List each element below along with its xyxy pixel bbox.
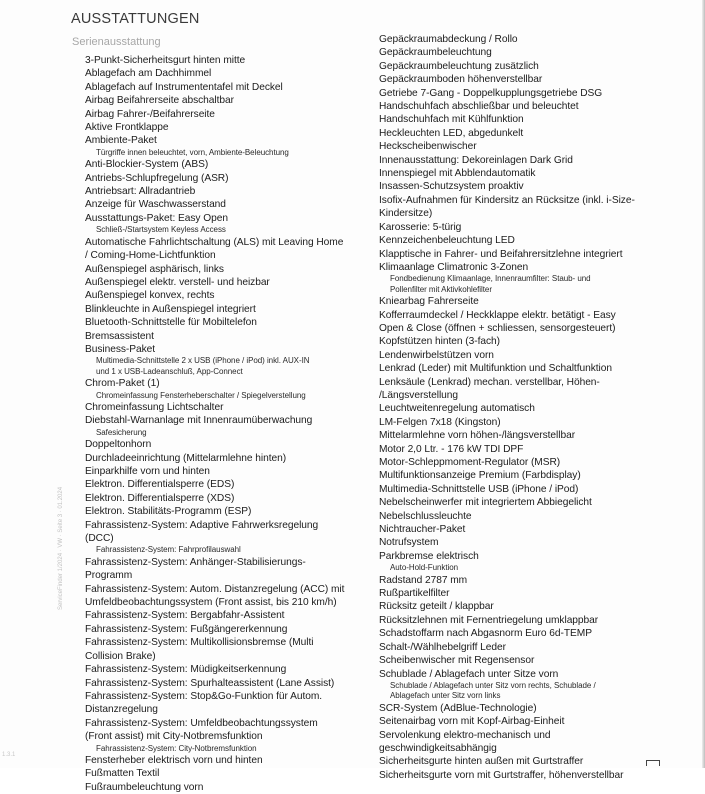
equipment-item: Schadstoffarm nach Abgasnorm Euro 6d-TEMP <box>379 628 592 640</box>
equipment-subitem: Fahrassistenz-System: City-Notbremsfunktion <box>96 743 257 753</box>
equipment-subitem: Ablagefach unter Sitz vorn links <box>390 691 501 701</box>
equipment-item: Kindersitze) <box>379 208 433 220</box>
equipment-item: Isofix-Aufnahmen für Kindersitz an Rücksitze (inkl. i-Size- <box>379 194 635 206</box>
equipment-item: Schublade / Ablagefach unter Sitze vorn <box>379 668 559 680</box>
equipment-item: Ambiente-Paket <box>85 135 157 147</box>
equipment-item: Gepäckraumbeleuchtung <box>379 47 492 59</box>
equipment-item: Scheibenwischer mit Regensensor <box>379 655 535 667</box>
equipment-item: Fahrassistenz-System: Multikollisionsbremse (Multi <box>85 637 314 649</box>
equipment-item: Außenspiegel asphärisch, links <box>85 263 224 275</box>
equipment-item: Doppeltonhorn <box>85 439 152 451</box>
equipment-item: Schalt-/Wählhebelgriff Leder <box>379 641 506 653</box>
equipment-item: Ablagefach auf Instrumententafel mit Deckel <box>85 81 283 93</box>
equipment-item: Rücksitz geteilt / klappbar <box>379 601 494 613</box>
equipment-item: Elektron. Differentialsperre (XDS) <box>85 492 235 504</box>
equipment-subitem: Fahrassistenz-System: Fahrprofilauswahl <box>96 545 241 555</box>
equipment-item: Heckleuchten LED, abgedunkelt <box>379 127 524 139</box>
equipment-item: Innenspiegel mit Abblendautomatik <box>379 168 536 180</box>
equipment-item: Innenausstattung: Dekoreinlagen Dark Grid <box>379 154 573 166</box>
section-subtitle: Serienausstattung <box>72 36 161 48</box>
equipment-item: Airbag Beifahrerseite abschaltbar <box>85 95 234 107</box>
page-title: AUSSTATTUNGEN <box>71 11 200 27</box>
equipment-subitem: Fondbedienung Klimaanlage, Innenraumfilter: Staub- und <box>390 274 591 284</box>
equipment-item: Multifunktionsanzeige Premium (Farbdisplay) <box>379 470 581 482</box>
equipment-item: Kennzeichenbeleuchtung LED <box>379 235 515 247</box>
equipment-subitem: Safesicherung <box>96 427 147 437</box>
equipment-item: geschwindigkeitsabhängig <box>379 742 497 754</box>
equipment-item: Airbag Fahrer-/Beifahrerseite <box>85 108 215 120</box>
equipment-item: Gepäckraumabdeckung / Rollo <box>379 34 518 45</box>
equipment-item: Umfeldbeobachtungssystem (Front assist, bis 210 km/h) <box>85 597 337 609</box>
equipment-item: Chrom-Paket (1) <box>85 378 160 390</box>
equipment-item: Gepäckraumboden höhenverstellbar <box>379 74 543 86</box>
equipment-item: Kniearbag Fahrerseite <box>379 296 479 308</box>
equipment-item: Klimaanlage Climatronic 3-Zonen <box>379 261 529 273</box>
equipment-item: Collision Brake) <box>85 650 156 662</box>
equipment-item: Klapptische in Fahrer- und Beifahrersitzlehne integriert <box>379 248 623 260</box>
equipment-item: Ausstattungs-Paket: Easy Open <box>85 212 228 224</box>
equipment-item: Multimedia-Schnittstelle USB (iPhone / iPod) <box>379 483 579 495</box>
equipment-item: Lenksäule (Lenkrad) mechan. verstellbar, Höhen- <box>379 376 600 388</box>
equipment-item: Mittelarmlehne vorn höhen-/längsverstellbar <box>379 430 576 442</box>
equipment-item: Anti-Blockier-System (ABS) <box>85 159 209 171</box>
equipment-item: Antriebs-Schlupfregelung (ASR) <box>85 172 229 184</box>
equipment-list-left <box>85 54 370 794</box>
equipment-item: Fahrassistenz-System: Fußgängererkennung <box>85 623 288 635</box>
equipment-item: / Coming-Home-Lichtfunktion <box>85 250 216 262</box>
equipment-item: Automatische Fahrlichtschaltung (ALS) mit Leaving Home <box>85 236 344 248</box>
equipment-item: Open & Close (öffnen + schliessen, sensorgesteuert) <box>379 322 616 334</box>
equipment-item: Rücksitzlehnen mit Fernentriegelung umklappbar <box>379 614 599 626</box>
equipment-subitem: Schließ-/Startsystem Keyless Access <box>96 225 226 235</box>
equipment-item: Bremsassistent <box>85 330 154 342</box>
equipment-item: Einparkhilfe vorn und hinten <box>85 466 210 477</box>
equipment-item: Fahrassistenz-System: Umfeldbeobachtungssystem <box>85 717 318 729</box>
equipment-item: Programm <box>85 570 133 582</box>
equipment-item: Nichtraucher-Paket <box>379 524 466 536</box>
equipment-item: Antriebsart: Allradantrieb <box>85 186 196 198</box>
equipment-item: Kofferraumdeckel / Heckklappe elektr. betätigt - Easy <box>379 309 616 321</box>
equipment-item: Fußraumbeleuchtung vorn <box>85 781 204 793</box>
equipment-item: Kopfstützen hinten (3-fach) <box>379 336 500 348</box>
equipment-item: Getriebe 7-Gang - Doppelkupplungsgetriebe DSG <box>379 87 603 99</box>
equipment-item: Fahrassistenz-System: Anhänger-Stabilisierungs- <box>85 556 306 568</box>
equipment-item: Sicherheitsgurte vorn mit Gurtstraffer, höhenverstellbar <box>379 769 624 781</box>
equipment-item: Elektron. Differentialsperre (EDS) <box>85 479 235 491</box>
equipment-item: Chromeinfassung Lichtschalter <box>85 401 224 413</box>
equipment-item: Sicherheitsgurte hinten außen mit Gurtstraffer <box>379 756 584 768</box>
equipment-item: Leuchtweitenregelung automatisch <box>379 403 535 415</box>
equipment-item: Notrufsystem <box>379 537 439 549</box>
equipment-subitem: Multimedia-Schnittstelle 2 x USB (iPhone / iPod) inkl. AUX-IN <box>96 356 310 366</box>
equipment-item: Fahrassistenz-System: Müdigkeitserkennung <box>85 664 287 676</box>
equipment-item: Bluetooth-Schnittstelle für Mobiltelefon <box>85 317 257 329</box>
equipment-item: Handschuhfach abschließbar und beleuchtet <box>379 101 579 113</box>
equipment-item: Aktive Frontklappe <box>85 122 169 134</box>
equipment-item: Handschuhfach mit Kühlfunktion <box>379 114 524 126</box>
equipment-item: (DCC) <box>85 533 114 545</box>
equipment-subitem: und 1 x USB-Ladeanschluß, App-Connect <box>96 366 243 376</box>
equipment-item: (Front assist) mit City-Notbremsfunktion <box>85 731 263 743</box>
equipment-item: Servolenkung elektro-mechanisch und <box>379 729 551 741</box>
equipment-item: Heckscheibenwischer <box>379 141 477 153</box>
equipment-item: Außenspiegel konvex, rechts <box>85 290 215 302</box>
equipment-item: Karosserie: 5-türig <box>379 221 462 233</box>
equipment-item: Radstand 2787 mm <box>379 574 468 586</box>
equipment-item: Nebelschlussleuchte <box>379 510 472 522</box>
equipment-item: Durchladeeinrichtung (Mittelarmlehne hinten) <box>85 452 287 464</box>
page-marker <box>646 760 660 766</box>
equipment-item: Lenkrad (Leder) mit Multifunktion und Schaltfunktion <box>379 363 612 375</box>
equipment-item: SCR-System (AdBlue-Technologie) <box>379 702 537 714</box>
equipment-item: Seitenairbag vorn mit Kopf-Airbag-Einheit <box>379 716 565 728</box>
equipment-item: 3-Punkt-Sicherheitsgurt hinten mitte <box>85 55 246 66</box>
equipment-item: Fahrassistenz-System: Stop&Go-Funktion für Autom. <box>85 690 323 702</box>
equipment-item: Fahrassistenz-System: Spurhalteassistent (Lane Assist) <box>85 677 335 689</box>
equipment-item: Motor-Schleppmoment-Regulator (MSR) <box>379 457 561 468</box>
equipment-item: Fahrassistenz-System: Autom. Distanzregelung (ACC) mit <box>85 583 345 595</box>
equipment-item: Fensterheber elektrisch vorn und hinten <box>85 754 263 766</box>
equipment-item: Außenspiegel elektr. verstell- und heizbar <box>85 276 270 288</box>
equipment-item: Fahrassistenz-System: Adaptive Fahrwerksregelung <box>85 519 319 531</box>
equipment-item: Ablagefach am Dachhimmel <box>85 68 212 80</box>
equipment-item: Anzeige für Waschwasserstand <box>85 199 226 211</box>
equipment-item: Diebstahl-Warnanlage mit Innenraumüberwachung <box>85 415 313 427</box>
equipment-item: Nebelscheinwerfer mit integriertem Abbiegelicht <box>379 497 592 509</box>
equipment-item: Fußmatten Textil <box>85 768 160 780</box>
equipment-item: Rußpartikelfilter <box>379 588 450 600</box>
equipment-list-right <box>379 33 651 782</box>
equipment-subitem: Auto-Hold-Funktion <box>390 563 459 573</box>
equipment-item: /Längsverstellung <box>379 389 459 401</box>
equipment-subitem: Türgriffe innen beleuchtet, vorn, Ambiente-Beleuchtung <box>96 147 289 157</box>
equipment-item: Elektron. Stabilitäts-Programm (ESP) <box>85 506 252 518</box>
equipment-item: Motor 2,0 Ltr. - 176 kW TDI DPF <box>379 443 524 455</box>
equipment-subitem: Schublade / Ablagefach unter Sitz vorn rechts, Schublade / <box>390 680 596 690</box>
equipment-item: Lendenwirbelstützen vorn <box>379 349 494 361</box>
equipment-item: Parkbremse elektrisch <box>379 550 479 562</box>
equipment-item: Gepäckraumbeleuchtung zusätzlich <box>379 60 539 72</box>
equipment-item: Fahrassistenz-System: Bergabfahr-Assistent <box>85 610 285 622</box>
equipment-subitem: Pollenfilter mit Aktivkohlefilter <box>390 284 492 294</box>
equipment-item: Insassen-Schutzsystem proaktiv <box>379 181 524 193</box>
equipment-subitem: Chromeinfassung Fensterheberschalter / Spiegelverstellung <box>96 390 306 400</box>
equipment-item: Business-Paket <box>85 343 156 355</box>
page-corner-mark: 1.3.1 <box>2 752 16 758</box>
margin-note: ServiceFinder 1/2024 · VW · Seite 3 · 01.2024 <box>58 486 64 610</box>
equipment-item: Blinkleuchte in Außenspiegel integriert <box>85 303 256 315</box>
equipment-item: LM-Felgen 7x18 (Kingston) <box>379 416 501 428</box>
equipment-item: Distanzregelung <box>85 704 158 716</box>
